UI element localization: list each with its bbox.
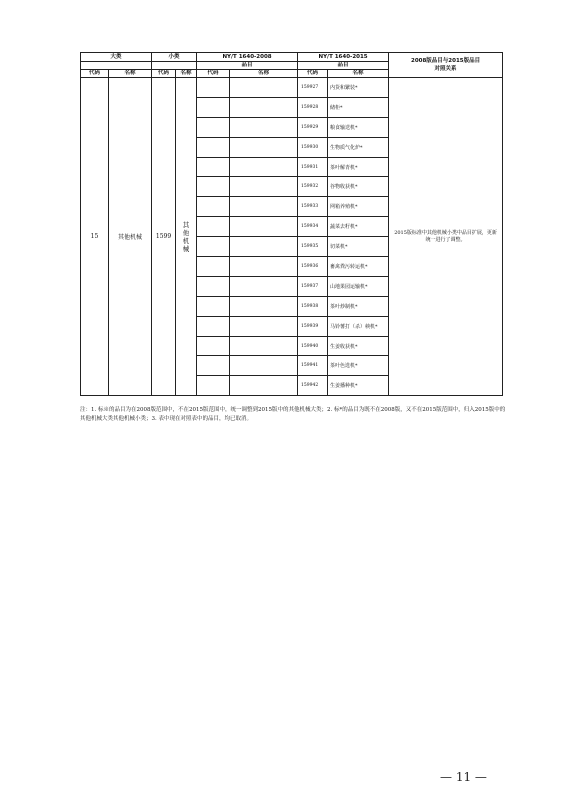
header-2008-code: 代码 (197, 70, 230, 78)
major-code-cell: 15 (81, 78, 109, 396)
code-2008-cell (197, 157, 230, 177)
code-2015-cell: 159928 (298, 97, 328, 117)
name-2008-cell (230, 336, 298, 356)
major-name-cell: 其他机械 (109, 78, 152, 396)
name-2015-cell: 山地果园运输机* (328, 276, 389, 296)
code-2015-cell: 159939 (298, 316, 328, 336)
name-2015-cell: 生姜收获机* (328, 336, 389, 356)
name-2008-cell (230, 78, 298, 98)
header-minor-spacer (152, 62, 197, 70)
code-2008-cell (197, 376, 230, 396)
name-2008-cell (230, 237, 298, 257)
code-2008-cell (197, 316, 230, 336)
header-major-code: 代码 (81, 70, 109, 78)
name-2015-cell: 内货和繁装* (328, 78, 389, 98)
code-2015-cell: 159930 (298, 137, 328, 157)
header-standard-2015: NY/T 1640-2015 (298, 53, 389, 62)
name-2015-cell: 生物质气化炉* (328, 137, 389, 157)
code-2008-cell (197, 237, 230, 257)
header-item-2015: 品目 (298, 62, 389, 70)
header-standard-2008: NY/T 1640-2008 (197, 53, 298, 62)
name-2015-cell: 切菜机* (328, 237, 389, 257)
code-2015-cell: 159941 (298, 356, 328, 376)
name-2015-cell: 畜禽粪污转运机* (328, 257, 389, 277)
name-2015-cell: 蔬菜去籽机* (328, 217, 389, 237)
footnote: 注：1. 标※的品目为在2008版范围中，不在2015版范围中，统一调整到2015版中的其他机械大类；2. 标*的品目为既不在2008版，又不在2015版范围中，归入2015版中的其他机械大类其他机械小类；3. 表中现在对照表中的品目，均已取消。 (80, 407, 506, 422)
code-2015-cell: 159935 (298, 237, 328, 257)
table-body (81, 78, 503, 396)
code-2015-cell: 159932 (298, 177, 328, 197)
code-2015-cell: 159933 (298, 197, 328, 217)
table-row (81, 78, 503, 98)
code-2008-cell (197, 257, 230, 277)
header-major-name: 名称 (109, 70, 152, 78)
header-2015-name: 名称 (328, 70, 389, 78)
minor-code-cell: 1599 (152, 78, 176, 396)
code-2008-cell (197, 137, 230, 157)
name-2008-cell (230, 376, 298, 396)
name-2008-cell (230, 177, 298, 197)
code-2015-cell: 159940 (298, 336, 328, 356)
header-minor-category: 小类 (152, 53, 197, 62)
code-2015-cell: 159938 (298, 296, 328, 316)
name-2008-cell (230, 197, 298, 217)
header-item-2008: 品目 (197, 62, 298, 70)
header-minor-code: 代码 (152, 70, 176, 78)
name-2008-cell (230, 137, 298, 157)
header-relation (389, 53, 503, 78)
name-2015-cell: 茶叶色选机* (328, 356, 389, 376)
name-2008-cell (230, 97, 298, 117)
minor-name-cell: 其他机械 (176, 78, 197, 396)
code-2015-cell: 159927 (298, 78, 328, 98)
name-2008-cell (230, 296, 298, 316)
header-2015-code: 代码 (298, 70, 328, 78)
name-2015-cell: 生姜播种机* (328, 376, 389, 396)
name-2008-cell (230, 157, 298, 177)
name-2008-cell (230, 316, 298, 336)
code-2008-cell (197, 78, 230, 98)
code-2008-cell (197, 177, 230, 197)
name-2015-cell: 储柜* (328, 97, 389, 117)
header-minor-name: 名称 (176, 70, 197, 78)
code-2015-cell: 159931 (298, 157, 328, 177)
code-2008-cell (197, 336, 230, 356)
name-2015-cell: 粮食输送机* (328, 117, 389, 137)
name-2015-cell: 网箱养殖机* (328, 197, 389, 217)
code-2015-cell: 159936 (298, 257, 328, 277)
name-2008-cell (230, 356, 298, 376)
code-2008-cell (197, 356, 230, 376)
name-2008-cell (230, 117, 298, 137)
page-number: — 11 — (440, 770, 487, 784)
code-2008-cell (197, 217, 230, 237)
code-2015-cell: 159942 (298, 376, 328, 396)
name-2015-cell: 茶叶炒制机* (328, 296, 389, 316)
code-2008-cell (197, 276, 230, 296)
code-2008-cell (197, 197, 230, 217)
code-2015-cell: 159934 (298, 217, 328, 237)
header-major-category: 大类 (81, 53, 152, 62)
header-relation-line2: 对照关系 (434, 66, 457, 72)
code-2015-cell: 159929 (298, 117, 328, 137)
name-2008-cell (230, 276, 298, 296)
name-2015-cell: 谷物收获机* (328, 177, 389, 197)
category-mapping-table (80, 52, 503, 396)
code-2015-cell: 159937 (298, 276, 328, 296)
relation-cell: 2015版标准中其他机械小类中品目扩展，更新统一进行了调整。 (389, 78, 503, 396)
name-2008-cell (230, 257, 298, 277)
header-major-spacer (81, 62, 152, 70)
code-2008-cell (197, 296, 230, 316)
name-2015-cell: 马铃薯打（杀）秧机* (328, 316, 389, 336)
code-2008-cell (197, 97, 230, 117)
name-2015-cell: 茶叶解青机* (328, 157, 389, 177)
header-2008-name: 名称 (230, 70, 298, 78)
name-2008-cell (230, 217, 298, 237)
header-relation-line1: 2008版品目与2015版品目 (411, 58, 481, 64)
code-2008-cell (197, 117, 230, 137)
